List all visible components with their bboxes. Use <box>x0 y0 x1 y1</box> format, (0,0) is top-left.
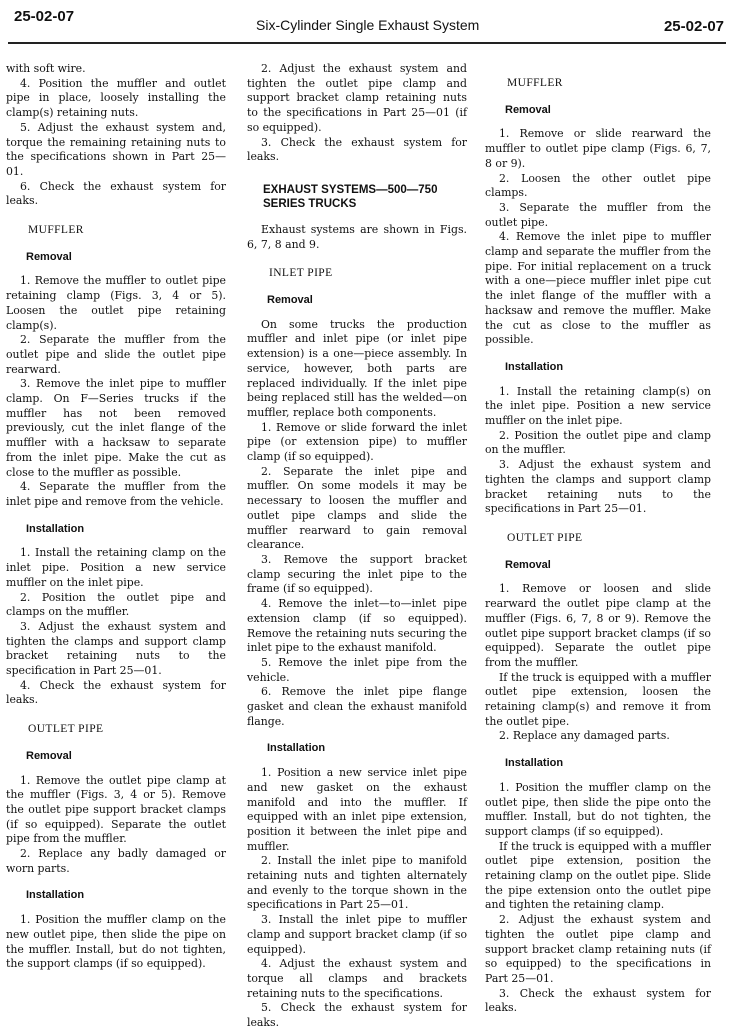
paragraph: 3. Remove the support bracket clamp securing the inlet pipe to the frame (if so equipped). <box>247 552 467 596</box>
paragraph: On some trucks the production muffler and inlet pipe (or inlet pipe extension) is a one—piece assembly. In service, however, both parts are replaced individually. If the inlet pipe being replaced still has the welded—on muffler, replace both components. <box>247 317 467 419</box>
column-3 <box>485 62 711 1016</box>
paragraph: 3. Adjust the exhaust system and tighten the clamps and support clamp bracket retaining nuts to the specifications in Part 25—01. <box>485 458 711 516</box>
paragraph: 5. Adjust the exhaust system and, torque the remaining retaining nuts to the specifications shown in Part 25—01. <box>6 120 226 178</box>
paragraph: 2. Separate the muffler from the outlet pipe and slide the outlet pipe rearward. <box>6 333 226 376</box>
subheading-removal: Removal <box>505 558 551 571</box>
paragraph: 4. Remove the inlet—to—inlet pipe extension clamp (if so equipped). Remove the retaining nuts securing the inlet pipe to the exhaust manifold. <box>247 597 467 655</box>
paragraph: 1. Position the muffler clamp on the outlet pipe, then slide the pipe onto the muffler. Install, but do not tighten, the support clamps (if so equipped). <box>485 780 711 838</box>
subheading-installation: Installation <box>267 742 326 755</box>
paragraph: Exhaust systems are shown in Figs. 6, 7, 8 and 9. <box>247 222 467 251</box>
paragraph: 1. Remove the outlet pipe clamp at the muffler (Figs. 3, 4 or 5). Remove the outlet pipe support bracket clamps (if so equipped). Separate the outlet pipe from the muffler. <box>6 773 226 846</box>
paragraph: 2. Adjust the exhaust system and tighten the outlet pipe clamp and support bracket clamp retaining nuts to the specifications in Part 25—01 (if so equipped). <box>247 62 467 134</box>
paragraph: 3. Separate the muffler from the outlet pipe. <box>485 200 711 229</box>
paragraph: 6. Remove the inlet pipe flange gasket and clean the exhaust manifold flange. <box>247 685 467 728</box>
paragraph: 4. Remove the inlet pipe to muffler clamp and separate the muffler from the pipe. For initial replacement on a truck with a one—piece muffler inlet pipe cut the inlet flange of the muffler with a hacksaw and remove the muffler. Make the cut as close to the muffler as possible. <box>485 230 711 347</box>
column-1 <box>6 62 226 972</box>
subheading-installation: Installation <box>505 757 564 770</box>
subheading-installation: Installation <box>26 889 85 902</box>
paragraph: 4. Position the muffler and outlet pipe in place, loosely installing the clamp(s) retaining nuts. <box>6 76 226 120</box>
subheading-removal: Removal <box>26 250 72 263</box>
paragraph: 2. Adjust the exhaust system and tighten the outlet pipe clamp and support bracket clamp retaining nuts (if so equipped) to the specifications in Part 25—01. <box>485 913 711 985</box>
subheading-installation: Installation <box>26 522 85 535</box>
paragraph: 1. Remove or slide rearward the muffler to outlet pipe clamp (Figs. 6, 7, 8 or 9). <box>485 127 711 170</box>
paragraph: If the truck is equipped with a muffler outlet pipe extension, position the retaining clamp on the outlet pipe. Slide the pipe extension onto the outlet pipe and tighten the retaining clamp. <box>485 839 711 912</box>
paragraph: 1. Position a new service inlet pipe and new gasket on the exhaust manifold and into the muffler. If equipped with an inlet pipe extension, position it between the inlet pipe and muffler. <box>247 766 467 853</box>
paragraph: 2. Separate the inlet pipe and muffler. On some models it may be necessary to loosen the muffler and outlet pipe clamps and slide the muffler rearward to gain removal clearance. <box>247 464 467 552</box>
paragraph: 3. Check the exhaust system for leaks. <box>485 986 711 1015</box>
section-heading-outlet-pipe: OUTLET PIPE <box>507 531 583 544</box>
paragraph: with soft wire. <box>6 62 86 75</box>
paragraph: 2. Replace any damaged parts. <box>499 729 670 743</box>
paragraph: 1. Install the retaining clamp(s) on the inlet pipe. Position a new service muffler on the inlet pipe. <box>485 384 711 428</box>
paragraph: 1. Remove or loosen and slide rearward the outlet pipe clamp at the muffler (Figs. 6, 7, 8 or 9). Remove the outlet pipe support bracket clamps (if so equipped). Separate the outlet pipe from the muffler. <box>485 582 711 669</box>
section-heading-muffler: MUFFLER <box>507 77 563 89</box>
header-rule <box>8 42 726 44</box>
paragraph: 4. Check the exhaust system for leaks. <box>6 678 226 707</box>
paragraph: If the truck is equipped with a muffler outlet pipe extension, loosen the retaining clamp(s) and remove it from the outlet pipe. <box>485 670 711 728</box>
subheading-installation: Installation <box>505 360 564 373</box>
paragraph: 6. Check the exhaust system for leaks. <box>6 179 226 208</box>
paragraph: 4. Separate the muffler from the inlet pipe and remove from the vehicle. <box>6 480 226 508</box>
paragraph: 2. Position the outlet pipe and clamp on the muffler. <box>485 428 711 457</box>
page-title: Six-Cylinder Single Exhaust System <box>256 17 480 33</box>
paragraph: 3. Adjust the exhaust system and tighten the clamps and support clamp bracket retaining nuts to the specification in Part 25—01. <box>6 619 226 678</box>
paragraph: 2. Loosen the other outlet pipe clamps. <box>485 171 711 200</box>
section-heading-muffler: MUFFLER <box>28 224 84 237</box>
paragraph: 3. Install the inlet pipe to muffler clamp and support bracket clamp (if so equipped). <box>247 913 467 956</box>
subheading-removal: Removal <box>267 294 313 307</box>
section-heading-series-trucks: EXHAUST SYSTEMS—500—750 SERIES TRUCKS <box>263 183 438 210</box>
section-number-right: 25-02-07 <box>663 18 724 35</box>
paragraph: 2. Position the outlet pipe and clamps on the muffler. <box>6 590 226 619</box>
paragraph: 1. Install the retaining clamp on the inlet pipe. Position a new service muffler on the inlet pipe. <box>6 546 226 589</box>
paragraph: 1. Remove the muffler to outlet pipe retaining clamp (Figs. 3, 4 or 5). Loosen the outlet pipe retaining clamp(s). <box>6 274 226 332</box>
paragraph: 2. Install the inlet pipe to manifold retaining nuts and tighten alternately and evenly to the torque shown in the specifications in Part 25—01. <box>247 854 467 912</box>
subheading-removal: Removal <box>505 103 551 116</box>
paragraph: 5. Check the exhaust system for leaks. <box>247 1001 467 1030</box>
page-header <box>0 6 730 40</box>
paragraph: 2. Replace any badly damaged or worn parts. <box>6 847 226 875</box>
column-2 <box>247 62 467 1031</box>
paragraph: 1. Remove or slide forward the inlet pipe (or extension pipe) to muffler clamp (if so equipped). <box>247 420 467 464</box>
section-number-left: 25-02-07 <box>14 8 75 25</box>
paragraph: 1. Position the muffler clamp on the new outlet pipe, then slide the pipe on the muffler. Install, but do not tighten, the support clamps (if so equipped). <box>6 913 226 971</box>
section-heading-outlet-pipe: OUTLET PIPE <box>28 723 104 736</box>
paragraph: 4. Adjust the exhaust system and torque all clamps and brackets retaining nuts to the specifications. <box>247 957 467 1000</box>
paragraph: 5. Remove the inlet pipe from the vehicle. <box>247 655 467 684</box>
section-heading-inlet-pipe: INLET PIPE <box>269 267 333 280</box>
paragraph: 3. Check the exhaust system for leaks. <box>247 135 467 164</box>
paragraph: 3. Remove the inlet pipe to muffler clamp. On F—Series trucks if the muffler has not been removed previously, cut the inlet flange of the muffler with a hacksaw to separate from the inlet pipe. Make the cut as close to the muffler as possible. <box>6 377 226 479</box>
subheading-removal: Removal <box>26 749 72 762</box>
